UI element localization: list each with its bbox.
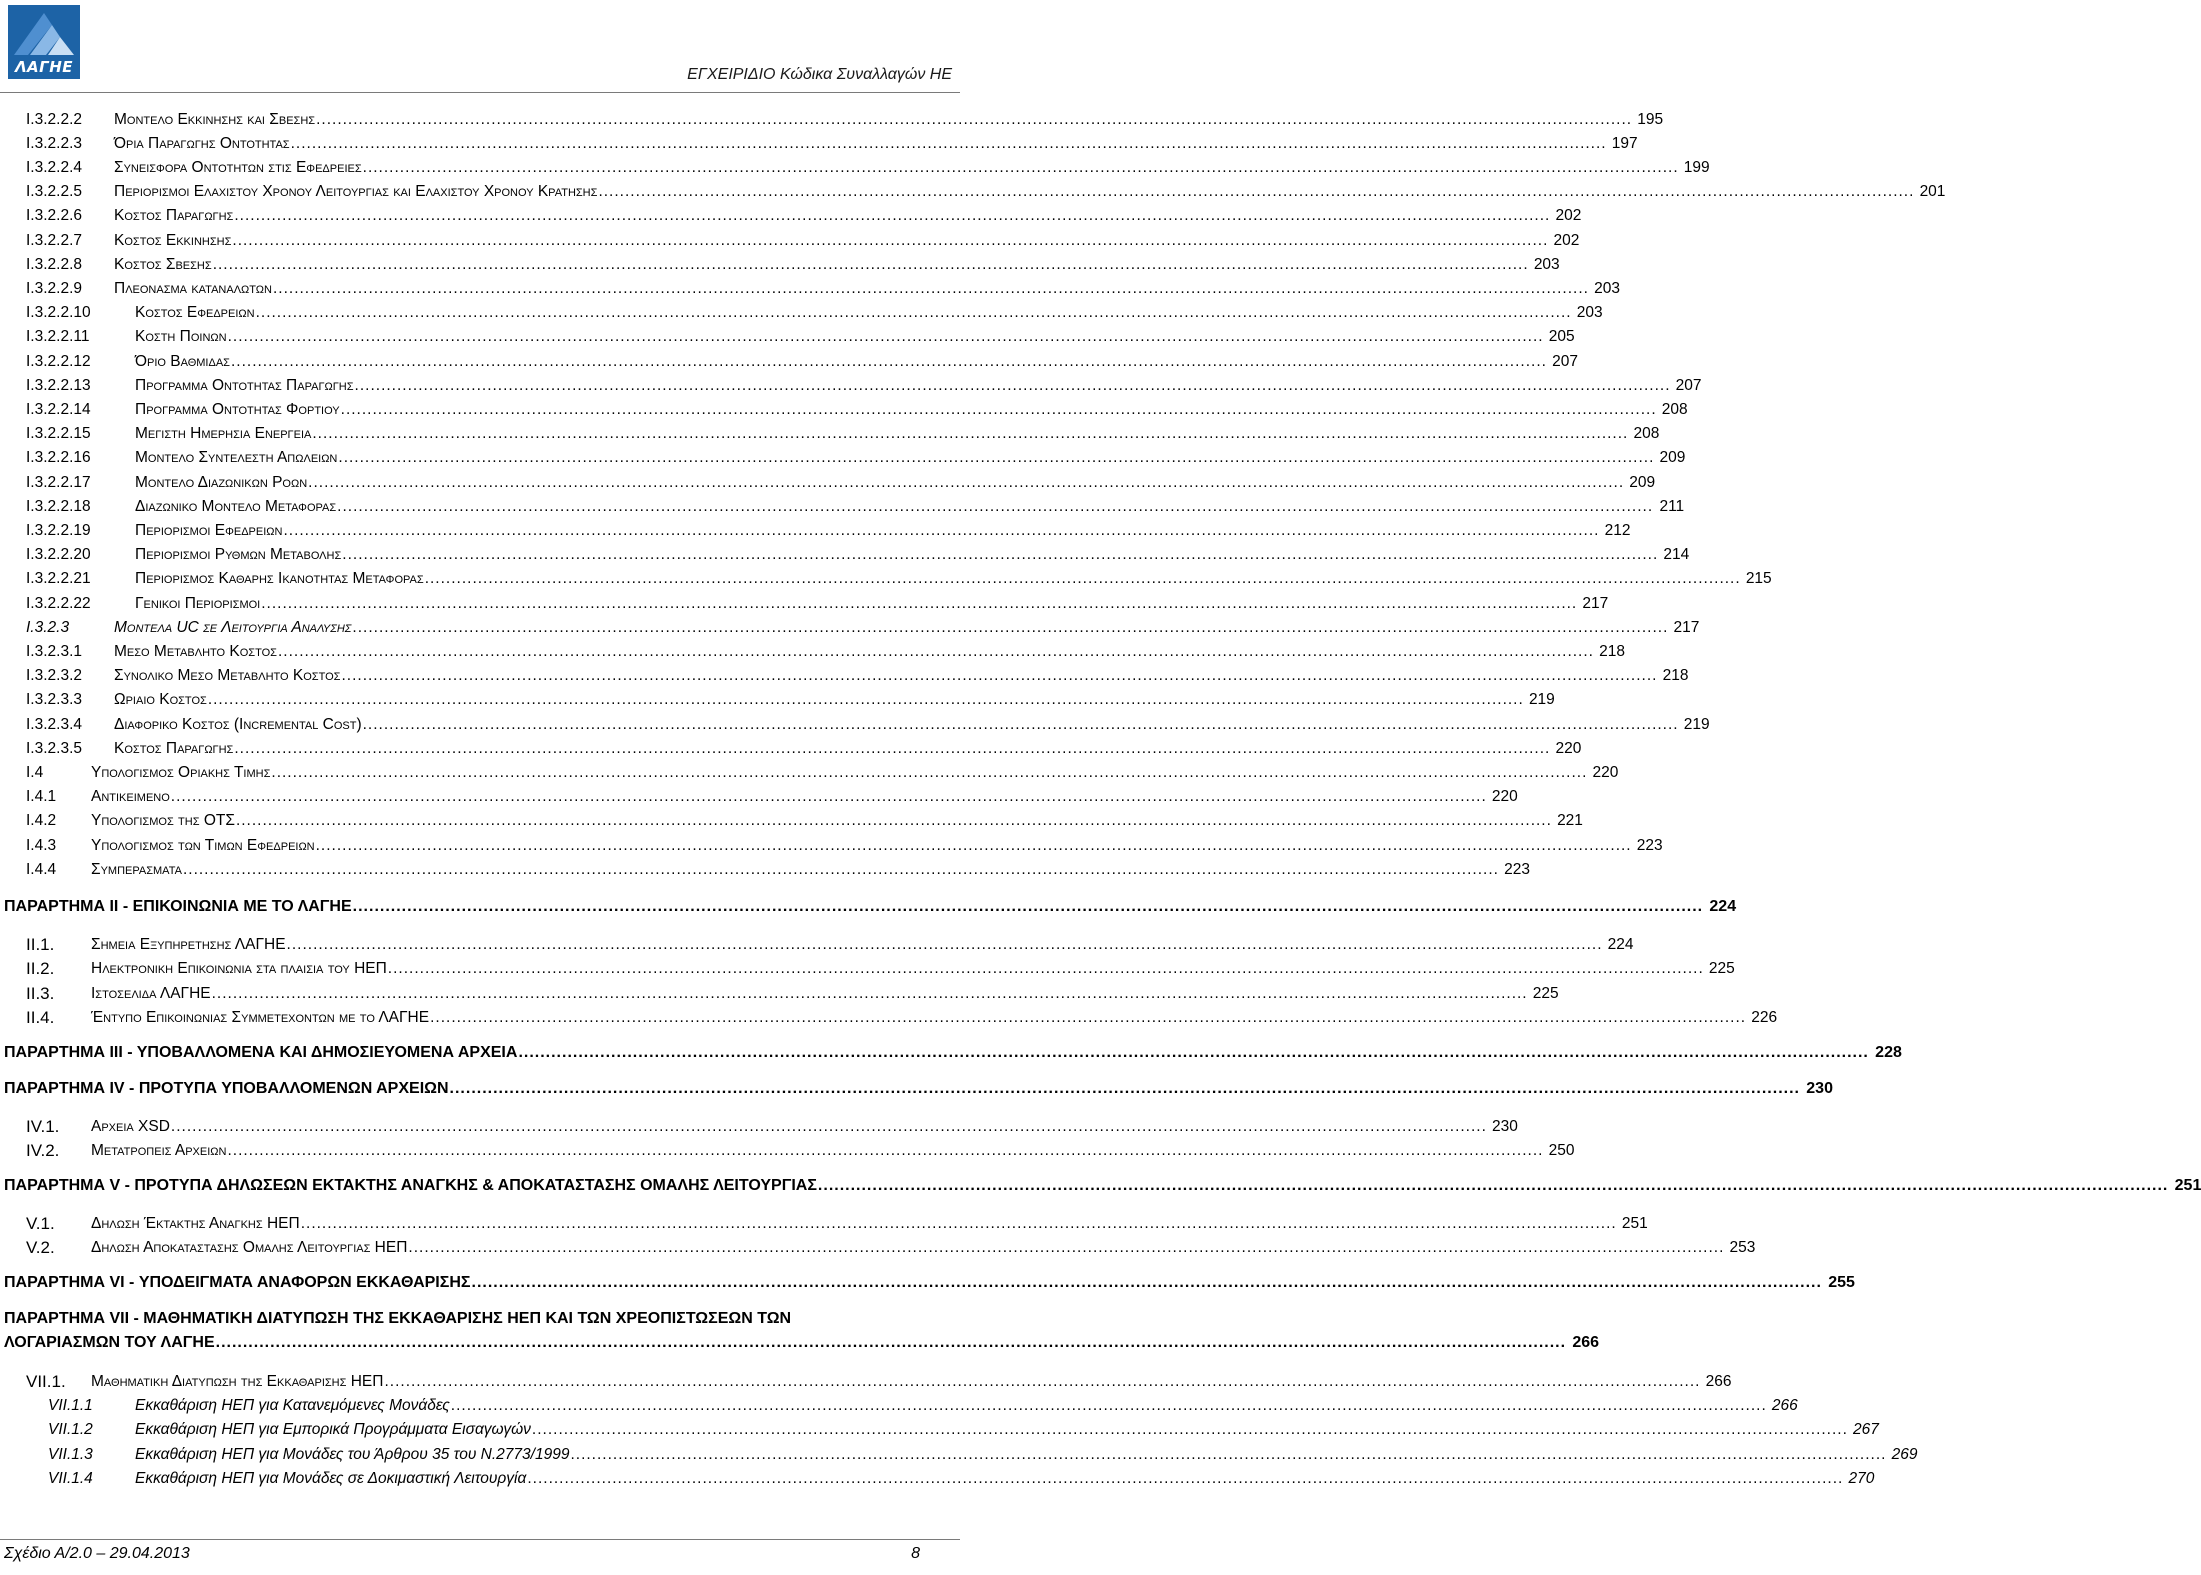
toc-entry-number: V.2. (26, 1238, 55, 1257)
toc-entry[interactable] (26, 783, 1518, 807)
toc-leader-dots (341, 400, 1657, 420)
toc-entry[interactable] (26, 1113, 1518, 1137)
toc-entry[interactable] (26, 227, 1580, 251)
toc-entry-title: Κοστος Εφεδρειων (135, 304, 255, 321)
document-title: ΕΓΧΕΙΡΙΔΙΟ Κώδικα Συναλλαγών ΗΕ (687, 66, 952, 83)
toc-entry-page: 217 (1582, 595, 1609, 612)
toc-leader-dots (316, 836, 1632, 856)
toc-entry-page: 218 (1599, 643, 1625, 660)
toc-entry-page: 208 (1633, 425, 1660, 442)
toc-leader-dots (291, 134, 1607, 154)
toc-entry-number: I.3.2.2.3 (26, 135, 83, 152)
toc-entry-number: I.3.2.2.8 (26, 256, 83, 273)
toc-entry-page: 220 (1592, 764, 1619, 781)
toc-entry-title: Συνολικο Μεσο Μεταβλητο Κοστος (114, 667, 341, 684)
toc-leader-dots (472, 1272, 1822, 1294)
toc-leader-dots (518, 1042, 1868, 1064)
toc-entry-page: 230 (1492, 1118, 1518, 1135)
toc-entry-page: 251 (1621, 1215, 1648, 1232)
toc-leader-dots (232, 231, 1548, 251)
toc-entry-page: 207 (1675, 377, 1702, 394)
toc-entry-title: Κοστος Εκκινησης (114, 232, 232, 249)
toc-leader-dots (287, 935, 1603, 955)
toc-entry-number: I.3.2.2.5 (26, 183, 83, 200)
toc-entry-page: 202 (1555, 207, 1582, 224)
footer-version-date: Σχέδιο Α/2.0 – 29.04.2013 (4, 1545, 190, 1562)
toc-entry-page: 202 (1553, 232, 1580, 249)
toc-entry-number: I.3.2.2.18 (26, 498, 91, 515)
toc-entry-title: Δηλωση Αποκαταστασης Ομαλης Λειτουργιας ΗΕΠ (91, 1239, 408, 1256)
toc-entry-title: Όρια Παραγωγης Οντοτητας (114, 135, 290, 152)
toc-entry-number: I.3.2.3.2 (26, 667, 83, 684)
toc-entry-page: 225 (1532, 985, 1559, 1002)
toc-entry[interactable] (26, 711, 1710, 735)
toc-entry-title: Περιορισμος Καθαρης Ικανοτητας Μεταφορας (135, 570, 424, 587)
toc-entry[interactable] (26, 372, 1702, 396)
toc-leader-dots (341, 666, 1657, 686)
toc-entry-title: Μεγιστη Ημερησια Ενεργεια (135, 425, 312, 442)
toc-leader-dots (363, 158, 1679, 178)
toc-entry-page: 250 (1548, 1142, 1575, 1159)
toc-entry-number: I.3.2.2.11 (26, 328, 90, 345)
toc-entry-page: 203 (1576, 304, 1603, 321)
toc-leader-dots (301, 1214, 1617, 1234)
toc-entry-title: Κοστος Παραγωγης (114, 207, 234, 224)
toc-entry-page: 195 (1637, 111, 1664, 128)
toc-leader-dots (273, 279, 1589, 299)
toc-leader-dots (818, 1175, 2168, 1197)
appendix-title: ΠΑΡΑΡΤΗΜΑ V - ΠΡΟΤΥΠΑ ΔΗΛΩΣΕΩΝ ΕΚΤΑΚΤΗΣ ΑΝΑΓΚΗΣ & ΑΠΟΚΑΤΑΣΤΑΣΗΣ ΟΜΑΛΗΣ ΛΕΙΤΟΥΡΓΙΑΣ (4, 1177, 817, 1194)
header-divider (0, 92, 960, 93)
toc-leader-dots (228, 327, 1544, 347)
toc-entry-number: I.4.3 (26, 837, 57, 854)
toc-leader-dots (171, 787, 1487, 807)
toc-entry[interactable] (26, 565, 1772, 589)
toc-leader-dots (527, 1469, 1843, 1489)
toc-entry-number: II.3. (26, 984, 55, 1003)
appendix-title-row2 (4, 1331, 1600, 1355)
toc-leader-dots (532, 1420, 1848, 1440)
toc-entry-page: 253 (1729, 1239, 1756, 1256)
toc-entry-title: Αντικειμενο (91, 788, 170, 805)
toc-entry[interactable] (26, 469, 1656, 493)
toc-entry-title: Κοστη Ποινων (135, 328, 227, 345)
logo-text: ΛΑΓΗΕ (14, 58, 74, 76)
toc-entry-page: 225 (1708, 960, 1735, 977)
toc-leader-dots (451, 1396, 1767, 1416)
toc-entry-page: 266 (1771, 1397, 1798, 1414)
toc-entry-title: Κοστος Παραγωγης (114, 740, 234, 757)
toc-entry-number: I.3.2.2.19 (26, 522, 91, 539)
appendix-title-line2: ΛΟΓΑΡΙΑΣΜΩΝ ΤΟΥ ΛΑΓΗΕ (4, 1334, 215, 1351)
toc-entry[interactable] (26, 856, 1530, 880)
appendix-page: 255 (1828, 1274, 1855, 1291)
toc-entry[interactable] (26, 832, 1663, 856)
toc-leader-dots (231, 352, 1547, 372)
toc-leader-dots (283, 521, 1599, 541)
toc-entry-number: IV.1. (26, 1117, 60, 1136)
toc-entry[interactable] (26, 517, 1631, 541)
toc-leader-dots (256, 303, 1572, 323)
toc-entry-title: Υπολογισμος των Τιμων Εφεδρειων (91, 837, 315, 854)
toc-entry[interactable] (26, 1368, 1732, 1392)
toc-entry-title: Έντυπο Επικοινωνιας Συμμετεχοντων με το ΛΑΓΗΕ (91, 1009, 430, 1026)
toc-entry-number: I.3.2.2.20 (26, 546, 91, 563)
appendix-title: ΠΑΡΑΡΤΗΜΑ IV - ΠΡΟΤΥΠΑ ΥΠΟΒΑΛΛΟΜΕΝΩΝ ΑΡΧΕΙΩΝ (4, 1080, 449, 1097)
toc-entry-page: 224 (1607, 936, 1634, 953)
toc-leader-dots (352, 618, 1668, 638)
toc-entry-number: V.1. (26, 1214, 55, 1233)
toc-leader-dots (227, 1141, 1543, 1161)
toc-entry-title: Περιορισμοι Εφεδρειων (135, 522, 283, 539)
toc-entry-number: VII.1.3 (48, 1446, 93, 1463)
toc-entry-number: I.3.2.2.22 (26, 595, 91, 612)
toc-entry[interactable] (26, 154, 1710, 178)
toc-entry[interactable] (26, 396, 1688, 420)
toc-entry-page: 208 (1661, 401, 1688, 418)
toc-entry-title: Διαζωνικο Μοντελο Μεταφορας (135, 498, 337, 515)
toc-leader-dots (384, 1372, 1700, 1392)
toc-entry[interactable] (26, 931, 1634, 955)
toc-leader-dots (308, 473, 1624, 493)
toc-entry[interactable] (26, 590, 1609, 614)
toc-entry[interactable] (26, 420, 1660, 444)
toc-entry-page: 214 (1663, 546, 1690, 563)
toc-entry-page: 215 (1745, 570, 1772, 587)
toc-entry-title: Προγραμμα Οντοτητας Παραγωγης (135, 377, 354, 394)
toc-entry-page: 219 (1683, 716, 1710, 733)
toc-entry-title: Αρχεια XSD (91, 1118, 170, 1135)
toc-entry-number: I.3.2.2.9 (26, 280, 83, 297)
appendix-heading[interactable] (4, 1173, 2201, 1197)
toc-entry-page: 218 (1662, 667, 1689, 684)
toc-entry[interactable] (26, 202, 1582, 226)
toc-entry-title: Περιορισμοι Ελαχιστου Χρονου Λειτουργιας και Ελαχιστου Χρονου Κρατησης (114, 183, 598, 200)
toc-entry[interactable] (26, 807, 1583, 831)
toc-entry-page: 199 (1683, 159, 1710, 176)
toc-entry-title: Εκκαθάριση ΗΕΠ για Μονάδες σε Δοκιμαστική Λειτουργία (135, 1470, 527, 1487)
toc-entry-number: I.3.2.2.17 (26, 474, 91, 491)
appendix-heading[interactable] (4, 1040, 1902, 1064)
toc-entry-title: Δηλωση Έκτακτης Αναγκης ΗΕΠ (91, 1215, 300, 1232)
appendix-page: 251 (2174, 1177, 2201, 1194)
toc-entry[interactable] (26, 130, 1638, 154)
toc-entry-number: VII.1. (26, 1372, 66, 1391)
toc-entry-title: Μοντελο Διαζωνικων Ροων (135, 474, 308, 491)
toc-entry-title: Γενικοι Περιορισμοι (135, 595, 261, 612)
toc-leader-dots (430, 1008, 1746, 1028)
toc-entry-number: I.3.2.2.15 (26, 425, 91, 442)
toc-leader-dots (425, 569, 1741, 589)
toc-entry-number: IV.2. (26, 1141, 60, 1160)
toc-entry[interactable] (26, 662, 1689, 686)
toc-entry-number: I.4.4 (26, 861, 57, 878)
toc-entry-title: Μεσο Μεταβλητο Κοστος (114, 643, 277, 660)
page-number: 8 (911, 1545, 920, 1562)
toc-entry-title: Προγραμμα Οντοτητας Φορτιου (135, 401, 340, 418)
toc-entry-number: I.3.2.2.14 (26, 401, 91, 418)
toc-leader-dots (271, 763, 1587, 783)
toc-entry-number: VII.1.4 (48, 1470, 93, 1487)
toc-leader-dots (353, 896, 1703, 918)
toc-entry-title: Εκκαθάριση ΗΕΠ για Εμπορικά Προγράμματα Εισαγωγών (135, 1421, 531, 1438)
toc-entry[interactable] (26, 686, 1555, 710)
toc-entry[interactable] (48, 1416, 1879, 1440)
toc-entry-number: I.3.2.3.4 (26, 716, 83, 733)
toc-entry-number: I.4.1 (26, 788, 57, 805)
toc-entry-title: Ιστοσελιδα ΛΑΓΗΕ (91, 985, 211, 1002)
toc-entry[interactable] (26, 541, 1690, 565)
toc-entry-page: 267 (1853, 1421, 1879, 1438)
appendix-heading[interactable] (4, 1076, 1833, 1100)
toc-leader-dots (236, 811, 1552, 831)
toc-leader-dots (388, 959, 1704, 979)
toc-entry-number: I.3.2.2.10 (26, 304, 91, 321)
toc-entry-number: I.3.2.2.13 (26, 377, 91, 394)
toc-entry-page: 203 (1594, 280, 1620, 297)
appendix-title: ΠΑΡΑΡΤΗΜΑ ΙΙ - ΕΠΙΚΟΙΝΩΝΙΑ ΜΕ ΤΟ ΛΑΓΗΕ (4, 898, 352, 915)
toc-entry[interactable] (26, 1210, 1648, 1234)
toc-entry-page: 220 (1555, 740, 1582, 757)
toc-entry-page: 269 (1891, 1446, 1918, 1463)
toc-entry-title: Πλεονασμα καταναλωτων (114, 280, 272, 297)
toc-entry-title: Μοντελο Συντελεστη Απωλειων (135, 449, 338, 466)
toc-leader-dots (261, 594, 1577, 614)
toc-leader-dots (338, 448, 1654, 468)
toc-entry-title: Υπολογισμος Οριακης Τιμης (91, 764, 271, 781)
toc-entry[interactable] (26, 638, 1625, 662)
toc-entry-title: Υπολογισμος της ΟΤΣ (91, 812, 235, 829)
toc-entry-number: II.2. (26, 959, 55, 978)
toc-entry-number: I.3.2.2.16 (26, 449, 91, 466)
toc-leader-dots (337, 497, 1653, 517)
toc-entry-page: 226 (1751, 1009, 1778, 1026)
toc-entry[interactable] (48, 1441, 1918, 1465)
toc-entry-title: Περιορισμοι Ρυθμων Μεταβολης (135, 546, 342, 563)
appendix-title: ΠΑΡΑΡΤΗΜΑ ΙΙΙ - ΥΠΟΒΑΛΛΟΜΕΝΑ ΚΑΙ ΔΗΜΟΣΙΕΥΟΜΕΝΑ ΑΡΧΕΙΑ (4, 1044, 518, 1061)
toc-entry-number: I.3.2.2.7 (26, 232, 83, 249)
toc-entry-page: 209 (1629, 474, 1656, 491)
toc-entry-number: VII.1.2 (48, 1421, 93, 1438)
toc-entry-title: Εκκαθάριση ΗΕΠ για Μονάδες του Άρθρου 35 του Ν.2773/1999 (135, 1446, 570, 1463)
toc-entry-page: 266 (1705, 1373, 1732, 1390)
toc-entry[interactable] (26, 759, 1619, 783)
toc-leader-dots (342, 545, 1658, 565)
toc-entry-number: I.3.2.3 (26, 619, 70, 636)
toc-entry-number: II.1. (26, 935, 55, 954)
toc-entry-number: II.4. (26, 1008, 55, 1027)
toc-leader-dots (278, 642, 1594, 662)
toc-entry-title: Μαθηματικη Διατυπωση της Εκκαθαρισης ΗΕΠ (91, 1373, 384, 1390)
appendix-heading[interactable] (4, 894, 1737, 918)
toc-entry[interactable] (26, 178, 1946, 202)
toc-entry[interactable] (26, 106, 1664, 130)
toc-entry-title: Ηλεκτρονικη Επικοινωνια στα πλαισια του ΗΕΠ (91, 960, 387, 977)
appendix-heading[interactable] (4, 1307, 1600, 1355)
toc-entry[interactable] (26, 275, 1620, 299)
toc-entry[interactable] (48, 1465, 1875, 1489)
toc-entry[interactable] (26, 1234, 1756, 1258)
toc-entry[interactable] (26, 1004, 1778, 1028)
toc-entry-title: Μοντελο Εκκινησης και Σβεσης (114, 111, 316, 128)
toc-entry-title: Εκκαθάριση ΗΕΠ για Κατανεμόμενες Μονάδες (135, 1397, 450, 1414)
toc-entry-page: 221 (1557, 812, 1583, 829)
appendix-title-line1: ΠΑΡΑΡΤΗΜΑ VII - ΜΑΘΗΜΑΤΙΚΗ ΔΙΑΤΥΠΩΣΗ ΤΗΣ ΕΚΚΑΘΑΡΙΣΗΣ ΗΕΠ ΚΑΙ ΤΩΝ ΧΡΕΟΠΙΣΤΩΣΕΩΝ ΤΩΝ (4, 1310, 792, 1327)
toc-entry-number: I.3.2.2.6 (26, 207, 83, 224)
toc-entry-title: Όριο Βαθμιδας (135, 353, 230, 370)
toc-leader-dots (408, 1238, 1724, 1258)
toc-entry-number: I.3.2.2.2 (26, 111, 83, 128)
toc-entry-number: I.3.2.2.12 (26, 353, 91, 370)
toc-entry-page: 203 (1533, 256, 1560, 273)
toc-entry[interactable] (26, 1137, 1575, 1161)
toc-entry-title: Συνεισφορα Οντοτητων στις Εφεδρειες (114, 159, 362, 176)
appendix-page: 228 (1875, 1044, 1902, 1061)
toc-entry[interactable] (26, 444, 1686, 468)
toc-entry-title: Συμπερασματα (91, 861, 182, 878)
toc-leader-dots (363, 715, 1679, 735)
appendix-page: 224 (1709, 898, 1737, 915)
toc-entry-page: 217 (1673, 619, 1700, 636)
toc-leader-dots (212, 984, 1528, 1004)
toc-entry-number: I.4.2 (26, 812, 57, 829)
toc-entry-number: VII.1.1 (48, 1397, 93, 1414)
toc-entry[interactable] (48, 1392, 1798, 1416)
appendix-page: 266 (1572, 1334, 1600, 1351)
toc-leader-dots (450, 1078, 1800, 1100)
appendix-heading[interactable] (4, 1270, 1855, 1294)
toc-entry-page: 270 (1848, 1470, 1875, 1487)
toc-leader-dots (234, 206, 1550, 226)
toc-entry-title: Κοστος Σβεσης (114, 256, 212, 273)
toc-entry[interactable] (26, 735, 1582, 759)
toc-entry-page: 209 (1659, 449, 1686, 466)
toc-entry-number: I.3.2.2.21 (26, 570, 91, 587)
toc-entry-page: 212 (1604, 522, 1631, 539)
toc-entry-page: 220 (1491, 788, 1518, 805)
toc-entry[interactable] (26, 955, 1735, 979)
toc-leader-dots (213, 255, 1529, 275)
appendix-title: ΠΑΡΑΡΤΗΜΑ VI - ΥΠΟΔΕΙΓΜΑΤΑ ΑΝΑΦΟΡΩΝ ΕΚΚΑΘΑΡΙΣΗΣ (4, 1274, 471, 1291)
toc-entry[interactable] (26, 493, 1685, 517)
toc-entry[interactable] (26, 614, 1700, 638)
toc-entry-number: I.3.2.3.5 (26, 740, 83, 757)
toc-entry-number: I.3.2.3.3 (26, 691, 83, 708)
toc-leader-dots (598, 182, 1914, 202)
footer-divider (0, 1539, 960, 1540)
toc-entry-page: 211 (1659, 498, 1685, 515)
toc-entry-page: 197 (1611, 135, 1638, 152)
toc-entry-title: Σημεια Εξυπηρετησης ΛΑΓΗΕ (91, 936, 286, 953)
toc-entry[interactable] (26, 980, 1559, 1004)
toc-entry-title: Μοντελα UC σε Λειτουργια Αναλυσης (114, 619, 352, 636)
toc-leader-dots (208, 690, 1524, 710)
toc-entry[interactable] (26, 251, 1560, 275)
toc-leader-dots (570, 1445, 1886, 1465)
toc-leader-dots (316, 110, 1632, 130)
toc-entry-title: Διαφορικο Κοστος (Incremental Cost) (114, 716, 362, 733)
toc-leader-dots (171, 1117, 1487, 1137)
toc-entry-number: I.4 (26, 764, 44, 781)
toc-entry-number: I.3.2.2.4 (26, 159, 83, 176)
toc-leader-dots (234, 739, 1550, 759)
toc-entry[interactable] (26, 348, 1578, 372)
toc-entry-title: Μετατροπεις Αρχειων (91, 1142, 227, 1159)
toc-entry-title: Ωριαιο Κοστος (114, 691, 207, 708)
toc-entry-page: 223 (1504, 861, 1530, 878)
toc-entry[interactable] (26, 299, 1603, 323)
toc-entry-page: 223 (1636, 837, 1663, 854)
toc-entry-page: 219 (1528, 691, 1555, 708)
lagie-logo (8, 5, 80, 79)
toc-entry-number: I.3.2.3.1 (26, 643, 83, 660)
toc-entry-page: 205 (1548, 328, 1575, 345)
toc-leader-dots (355, 376, 1671, 396)
toc-leader-dots (183, 860, 1499, 880)
page-header (0, 0, 960, 95)
toc-entry-page: 201 (1919, 183, 1946, 200)
toc-entry-page: 207 (1552, 353, 1578, 370)
toc-leader-dots (216, 1331, 1566, 1355)
appendix-page: 230 (1806, 1080, 1833, 1097)
toc-leader-dots (312, 424, 1628, 444)
toc-entry[interactable] (26, 323, 1575, 347)
